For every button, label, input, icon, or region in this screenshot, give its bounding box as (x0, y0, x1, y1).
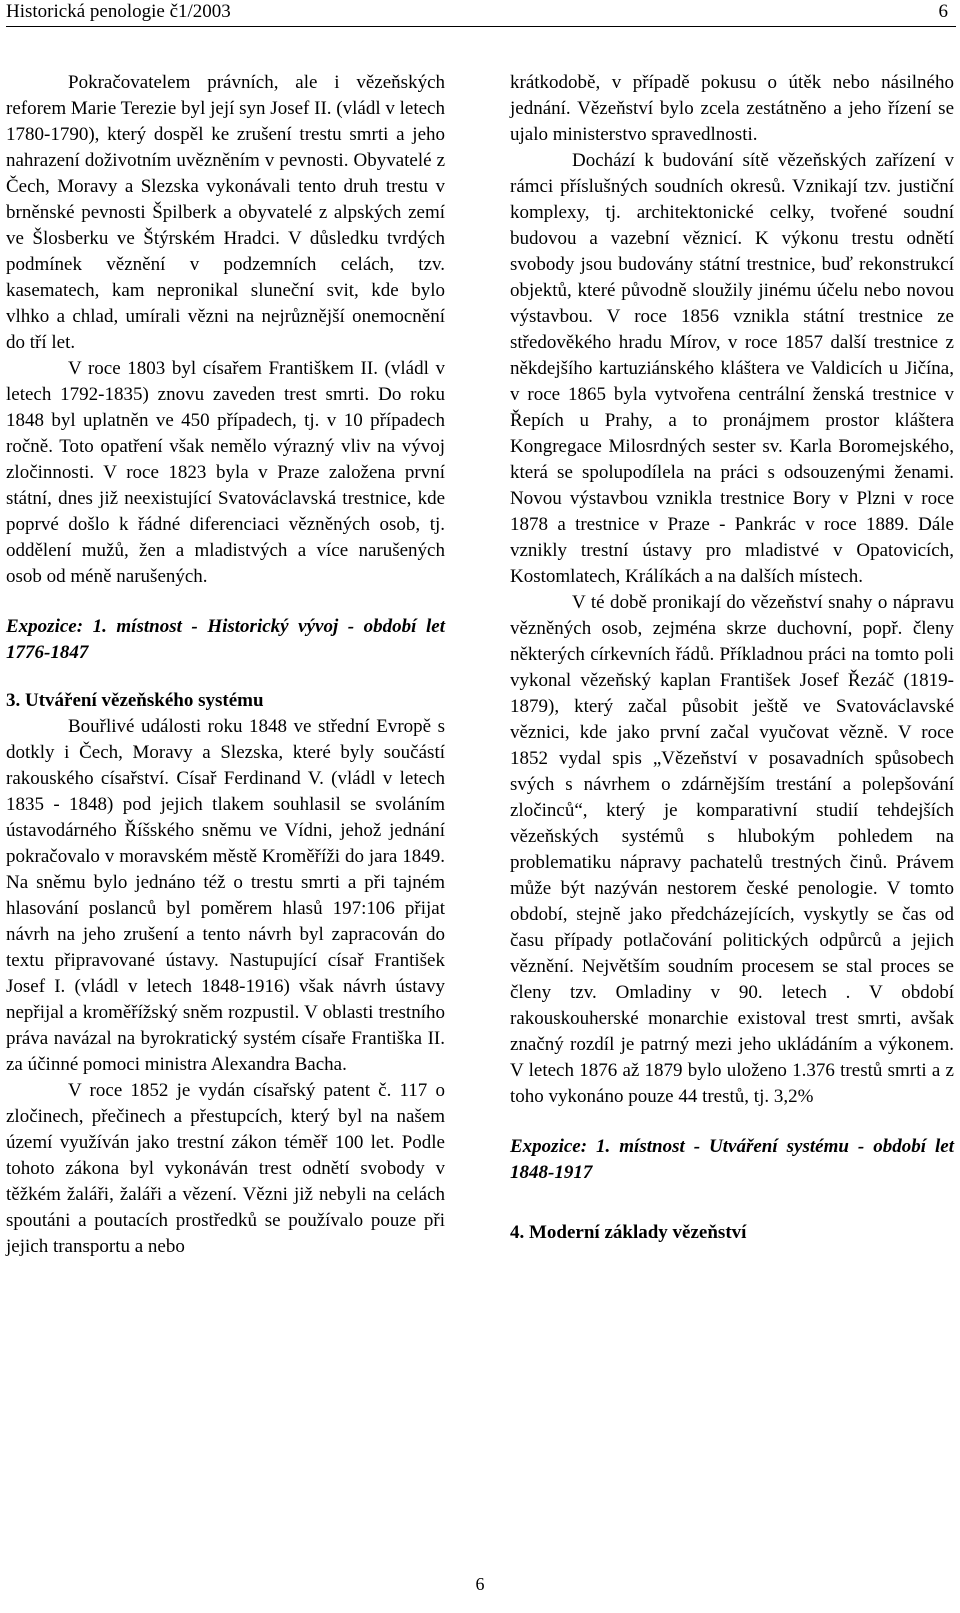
paragraph: Bouřlivé události roku 1848 ve střední Evropě s dotkly i Čech, Moravy a Slezska, které byly součástí rakouského císařství. Císař Ferdinand V. (vládl v letech 1835 - 1848) pod jejich tlakem souhlasil se svoláním ústavodárného Říšského sněmu ve Vídni, jehož jednání pokračovalo v moravském městě Kroměříži do jara 1849. Na sněmu bylo jednáno též o trestu smrti a při tajném hlasování poslanců byl poměrem hlasů 197:106 přijat návrh na jeho zrušení a tento návrh byl zapracován do textu připravované ústavy. Nastupující císař František Josef I. (vládl v letech 1848-1916) však návrh ústavy nepřijal a kroměřížský sněm rozpustil. V oblasti trestního práva navázal na byrokratický systém císaře Františka II. za účinné pomoci ministra Alexandra Bacha. (6, 716, 445, 1075)
exhibition-note: Expozice: 1. místnost - Historický vývoj - období let 1776-1847 (6, 616, 445, 663)
page-header (6, 0, 956, 27)
journal-title: Historická penologie č1/2003 (6, 1, 231, 22)
paragraph: Pokračovatelem právních, ale i vězeňských reforem Marie Terezie byl její syn Josef II. (vládl v letech 1780-1790), který dospěl ke zrušení trestu smrti a jeho nahrazení doživotním uvězněním v pevnosti. Obyvatelé z Čech, Moravy a Slezska vykonávali tento druh trestu v brněnské pevnosti Špilberk a obyvatelé z alpských zemí ve Šlosberku ve Štýrském Hradci. V důsledku tvrdých podmínek věznění v podzemních celách, tzv. kasematech, kam nepronikal sluneční svit, kde bylo vlhko a chlad, umírali vězni na nejrůznější onemocnění do tří let. (6, 72, 445, 353)
paragraph: V té době pronikají do vězeňství snahy o nápravu vězněných osob, zejména skrze duchovní, popř. členy některých církevních řádů. Příkladnou práci na tomto poli vykonal vězeňský kaplan František Josef Řezáč (1819-1879), který začal působit ještě ve Svatováclavské věznici, kde jako první začal vyučovat vězně. V roce 1852 vydal spis „Vězeňství v posavadních spůsobech svých s návrhem o zdárnějším trestání a polepšování zločinců“, který je komparativní studií tehdejších vězeňských systémů s hlubokým pohledem na problematiku nápravy pachatelů trestných činů. Právem může být nazýván nestorem české penologie. V tomto období, stejně jako předcházejících, vyskytly se čas od času případy potlačování politických odpůrců a jejich věznění. Největším soudním procesem se stal proces se členy tzv. Omladiny v 90. letech . V období rakouskouherské monarchie existoval trest smrti, avšak značný rozdíl je patrný mezi jeho ukládáním a výkonem. V letech 1876 až 1879 bylo uloženo 1.376 trestů smrti a z toho vykonáno pouze 44 trestů, tj. 3,2% (510, 592, 954, 1107)
left-column (6, 70, 445, 1260)
right-column (510, 70, 954, 1246)
section-heading: 3. Utváření vězeňského systému (6, 690, 264, 711)
paragraph: krátkodobě, v případě pokusu o útěk nebo násilného jednání. Vězeňství bylo zcela zestátněno a jeho řízení se ujalo ministerstvo spravedlnosti. (510, 72, 954, 145)
section-heading: 4. Moderní základy vězeňství (510, 1222, 747, 1243)
paragraph: V roce 1803 byl císařem Františkem II. (vládl v letech 1792-1835) znovu zaveden trest smrti. Do roku 1848 byl uplatněn ve 450 případech, tj. v 10 případech ročně. Toto opatření však nemělo výrazný vliv na vývoj zločinnosti. V roce 1823 byla v Praze založena první státní, dnes již neexistující Svatováclavská trestnice, kde poprvé došlo k řádné diferenciaci vězněných osob, tj. oddělení mužů, žen a mladistvých a více narušených osob od méně narušených. (6, 358, 445, 587)
footer-page-number: 6 (475, 1574, 485, 1594)
paragraph: Dochází k budování sítě vězeňských zařízení v rámci příslušných soudních okresů. Vznikají tzv. justiční komplexy, tj. architektonické celky, tvořené soudní budovou a vazební věznicí. K výkonu trestu odnětí svobody jsou budovány státní trestnice, buď rekonstrukcí objektů, které původně sloužily jinému účelu nebo novou výstavbou. V roce 1856 vznikla státní trestnice ze středověkého hradu Mírov, v roce 1857 další trestnice z někdejšího kartuziánského kláštera ve Valdicích u Jičína, v roce 1865 byla vytvořena centrální ženská trestnice v Řepích u Prahy, a to pronájmem prostor kláštera Kongregace Milosrdných sester sv. Karla Boromejského, která se spolupodílela na práci s odsouzenými ženami. Novou výstavbou vznikla trestnice Bory v Plzni v roce 1878 a trestnice v Praze - Pankrác v roce 1889. Dále vznikly trestní ústavy pro mladistvé v Opatovicích, Kostomlatech, Králíkách a na dalších místech. (510, 150, 954, 587)
paragraph: V roce 1852 je vydán císařský patent č. 117 o zločinech, přečinech a přestupcích, který byl na našem území využíván jako trestní zákon téměř 100 let. Podle tohoto zákona byl vykonáván trest odnětí svobody v těžkém žaláři, žaláři a vězení. Vězni již nebyli na celách spoutáni a poutacích prostředků se používalo pouze při jejich transportu a nebo (6, 1080, 445, 1257)
header-page-number: 6 (938, 1, 948, 22)
exhibition-note: Expozice: 1. místnost - Utváření systému - období let 1848-1917 (510, 1136, 954, 1183)
